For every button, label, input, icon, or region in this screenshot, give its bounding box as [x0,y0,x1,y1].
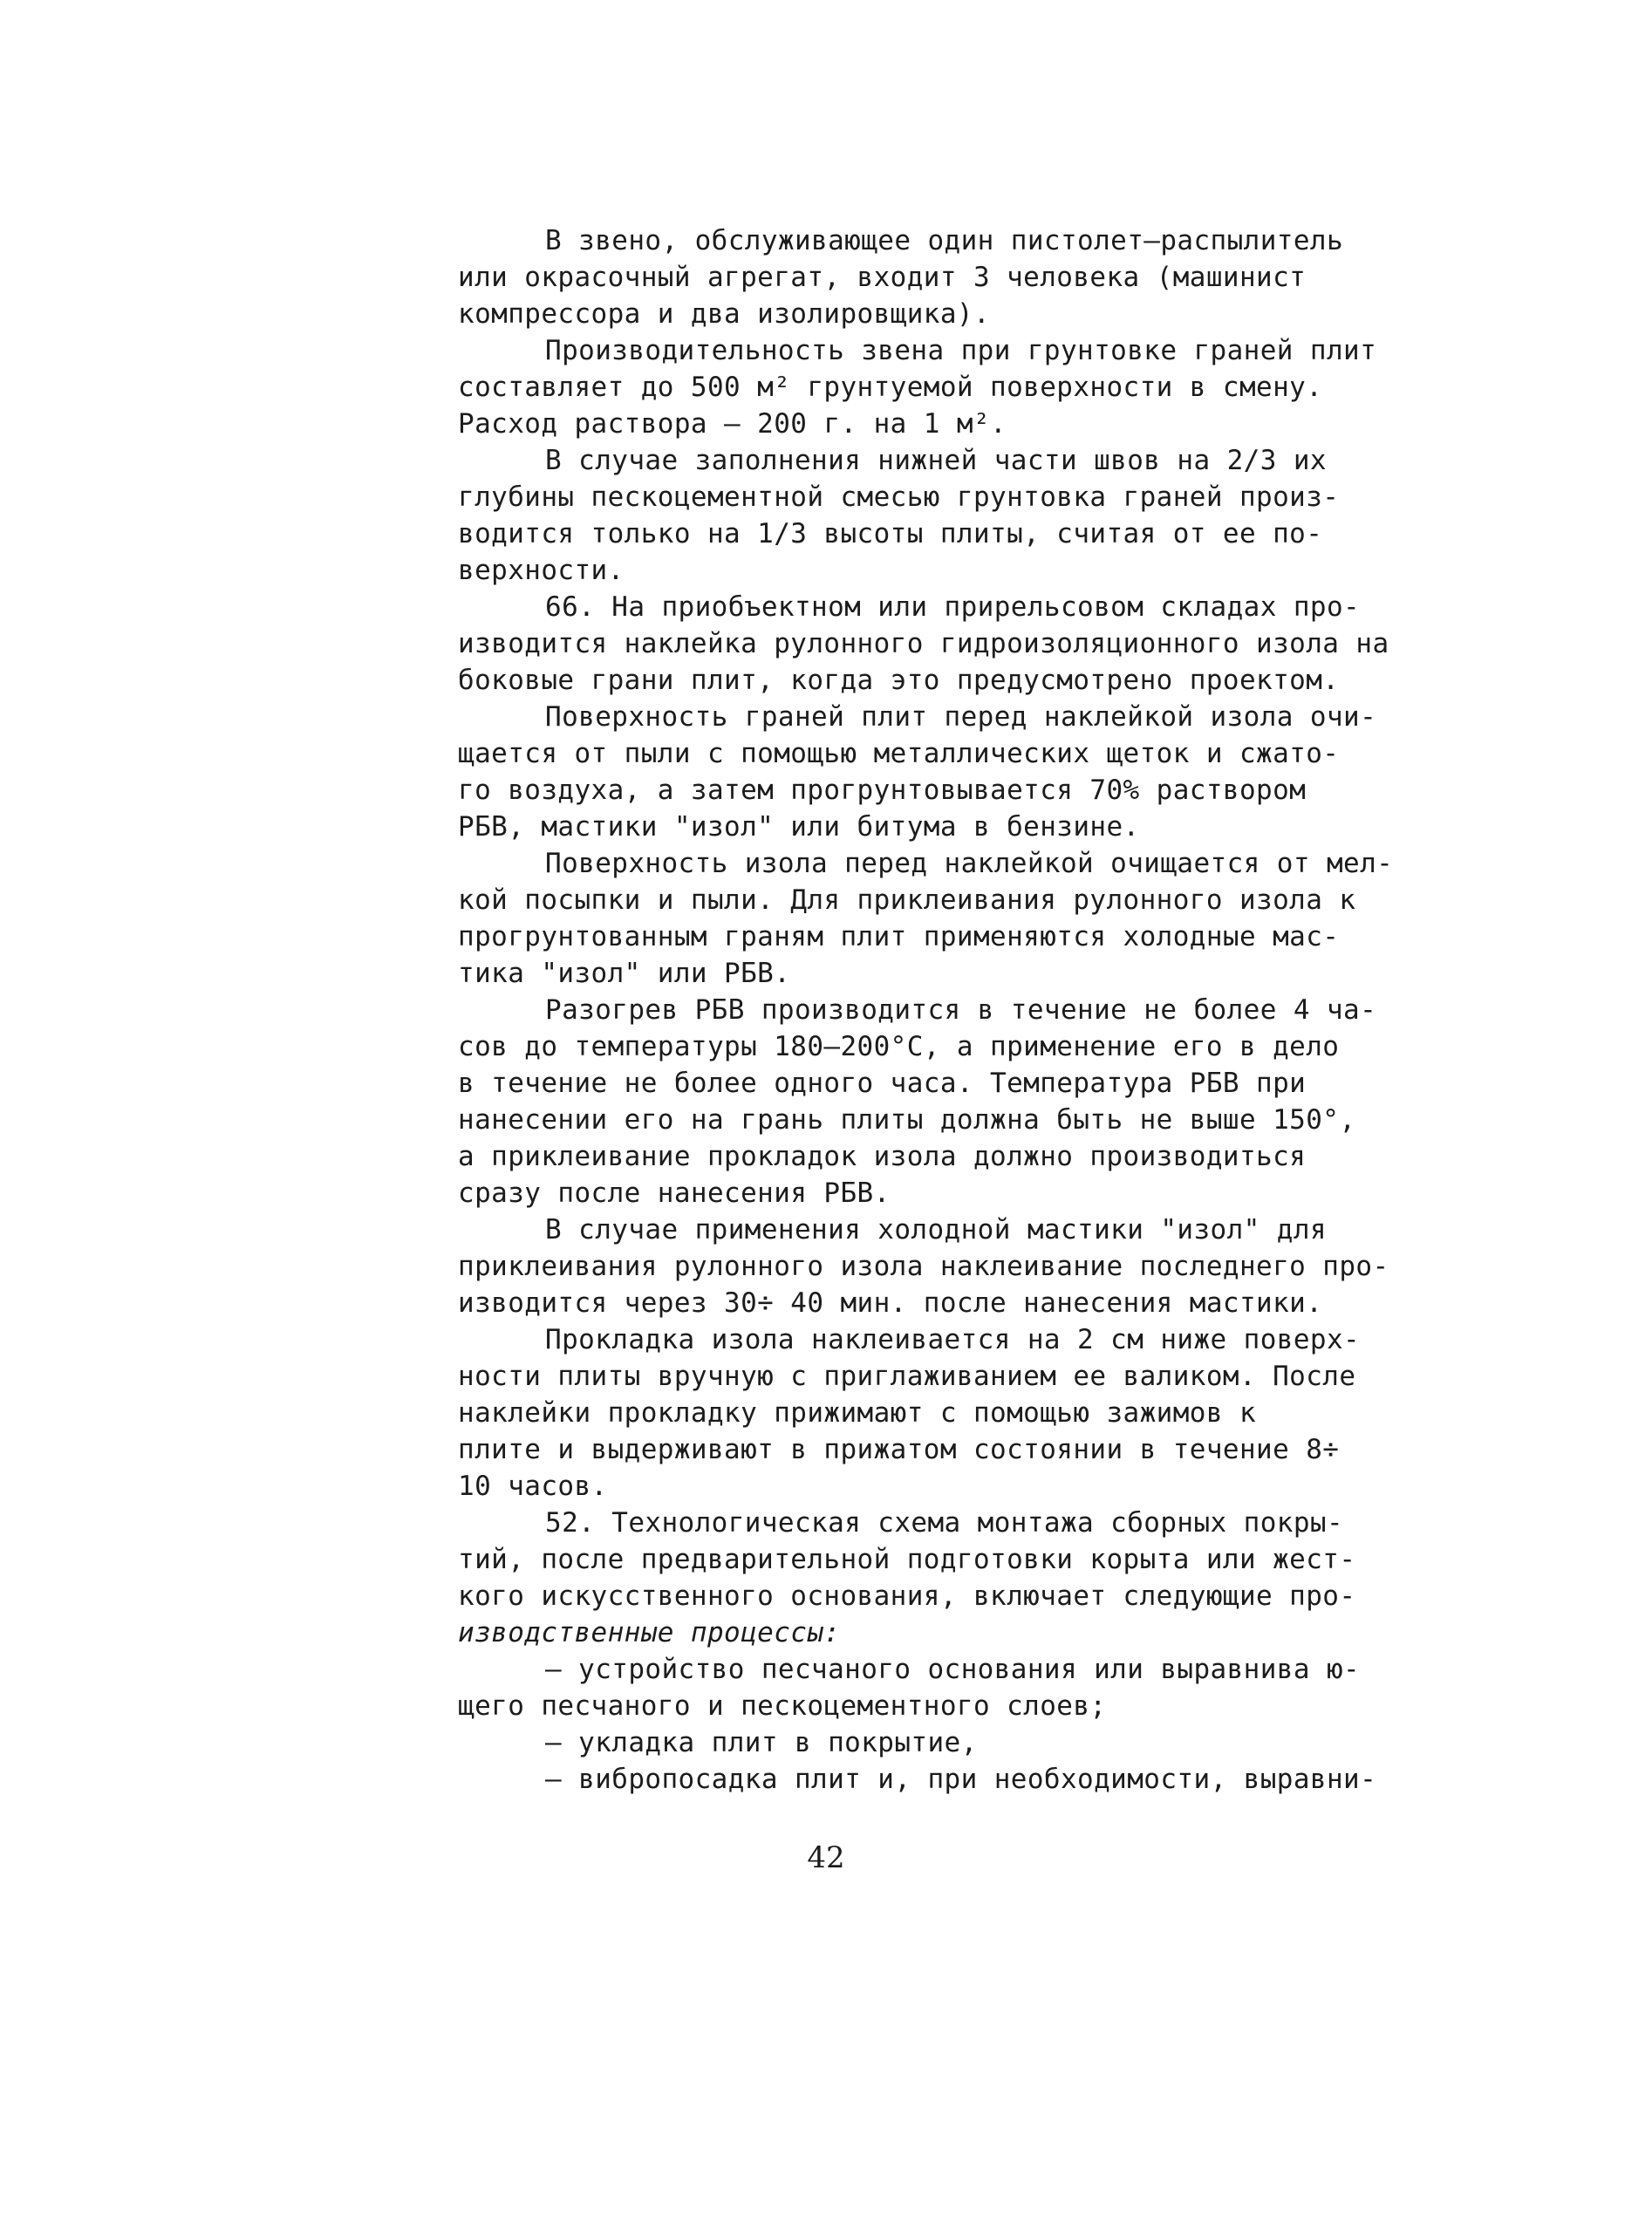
text-line: тий, после предварительной подготовки корыта или жест- [458,1544,1356,1575]
text-line: нанесении его на грань плиты должна быть не выше 150°, [458,1104,1356,1136]
text-line: В случае применения холодной мастики "изол" для [545,1214,1327,1246]
list-item: – вибропосадка плит и, при необходимости, выравни- [545,1764,1377,1795]
text-line: ности плиты вручную с приглаживанием ее валиком. После [458,1361,1356,1392]
text-line: изводится наклейка рулонного гидроизоляционного изола на [458,628,1389,659]
text-line: Поверхность изола перед наклейкой очищается от мел- [545,848,1394,879]
text-line: изводственные процессы: [458,1617,841,1648]
text-line: изводится через 30÷ 40 мин. после нанесения мастики. [458,1287,1323,1319]
text-line: Разогрев РБВ производится в течение не более 4 ча- [545,994,1377,1026]
text-line: сов до температуры 180–200°С, а применение его в дело [458,1031,1340,1062]
list-item: – устройство песчаного основания или выравнива ю- [545,1654,1361,1685]
page-number: 42 [807,1840,845,1875]
text-line: прогрунтованным граням плит применяются холодные мас- [458,921,1340,952]
text-line: или окрасочный агрегат, входит 3 человека (машинист [458,262,1307,293]
text-line: щего песчаного и пескоцементного слоев; [458,1690,1107,1722]
text-line: кого искусственного основания, включает следующие про- [458,1580,1356,1612]
text-line: 10 часов. [458,1471,608,1502]
text-line: го воздуха, а затем прогрунтовывается 70% раствором [458,775,1307,806]
text-line: РБВ, мастики "изол" или битума в бензине. [458,811,1140,843]
text-line: компрессора и два изолировщика). [458,298,991,330]
text-line: боковые грани плит, когда это предусмотрено проектом. [458,665,1340,696]
text-line: в течение не более одного часа. Температура РБВ при [458,1068,1307,1099]
text-line: верхности. [458,555,625,586]
text-line: глубины пескоцементной смесью грунтовка граней произ- [458,481,1340,513]
text-line: Расход раствора – 200 г. на 1 м². [458,408,1007,440]
document-body [458,222,1461,1798]
text-line: 52. Технологическая схема монтажа сборных покры- [545,1507,1344,1539]
text-line: Поверхность граней плит перед наклейкой изола очи- [545,701,1377,733]
text-line: сразу после нанесения РБВ. [458,1177,891,1209]
list-item: – укладка плит в покрытие, [545,1727,978,1758]
text-line: 66. На приобъектном или прирельсовом складах про- [545,591,1361,623]
text-line: приклеивания рулонного изола наклеивание последнего про- [458,1251,1389,1282]
text-line: щается от пыли с помощью металлических щеток и сжато- [458,738,1340,769]
text-line: тика "изол" или РБВ. [458,958,791,989]
text-line: Производительность звена при грунтовке граней плит [545,335,1377,366]
text-line: плите и выдерживают в прижатом состоянии в течение 8÷ [458,1434,1340,1465]
text-line: наклейки прокладку прижимают с помощью зажимов к [458,1397,1257,1429]
text-line: составляет до 500 м² грунтуемой поверхности в смену. [458,372,1323,403]
text-line: В случае заполнения нижней части швов на 2/3 их [545,445,1327,476]
text-line: В звено, обслуживающее один пистолет–распылитель [545,225,1344,256]
text-line: а приклеивание прокладок изола должно производиться [458,1141,1307,1172]
text-line: водится только на 1/3 высоты плиты, считая от ее по- [458,518,1323,549]
text-line: Прокладка изола наклеивается на 2 см ниже поверх- [545,1324,1361,1355]
text-line: кой посыпки и пыли. Для приклеивания рулонного изола к [458,884,1356,916]
